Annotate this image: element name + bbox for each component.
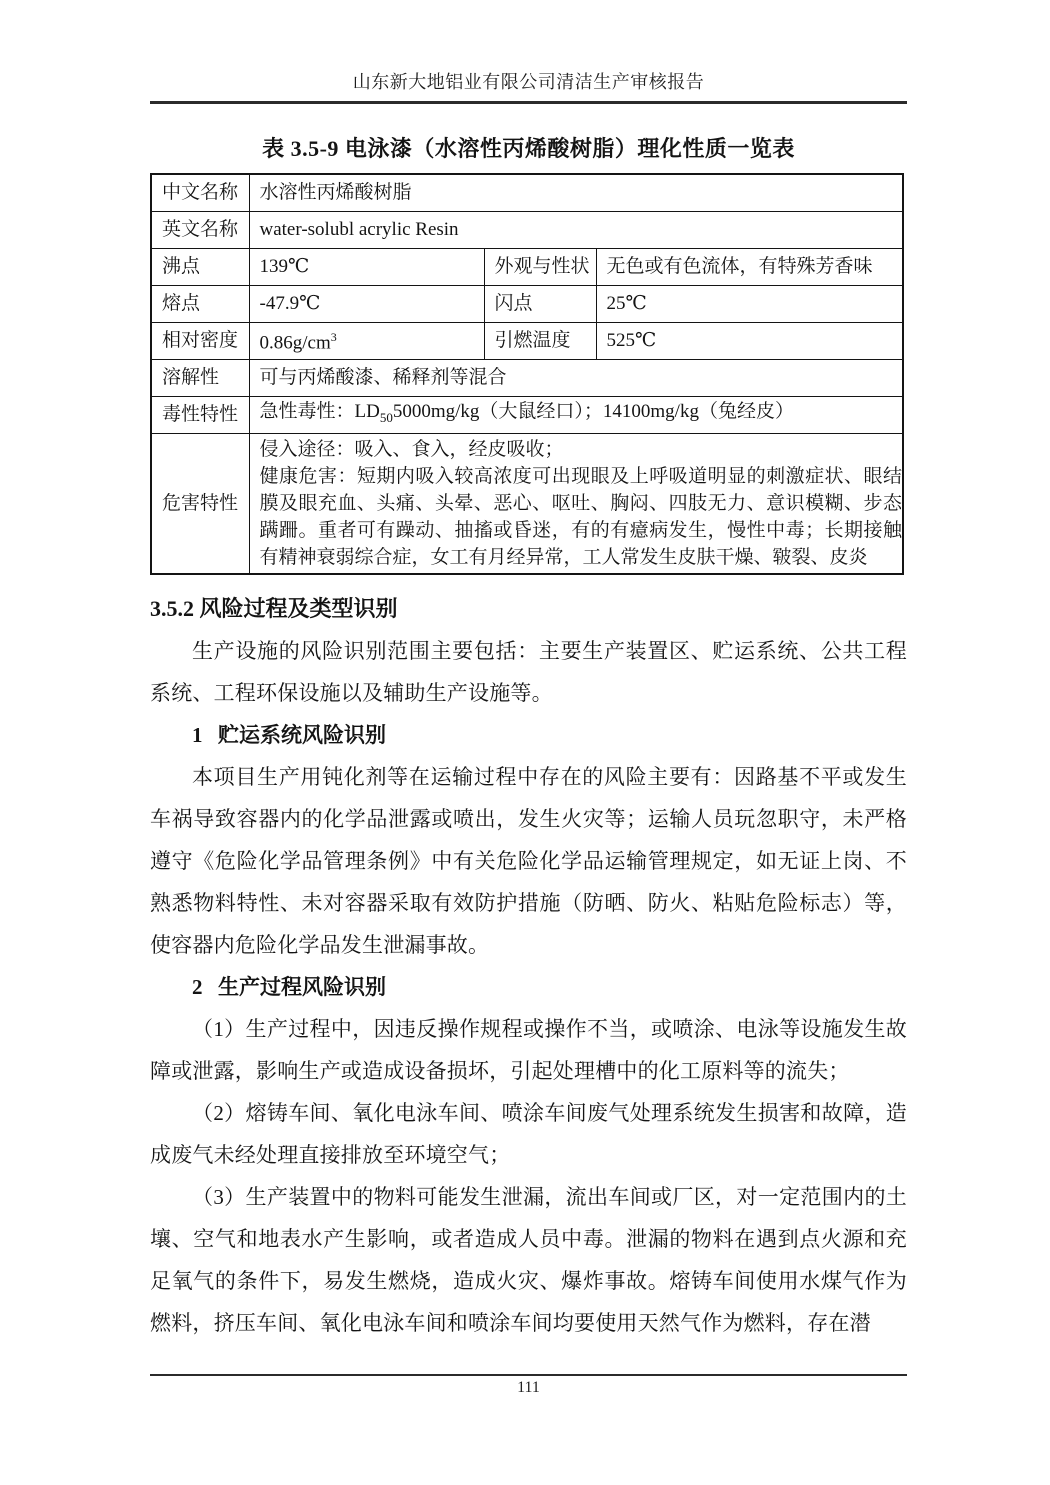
density-exponent: 3 bbox=[330, 330, 337, 345]
table-row-melting-flash bbox=[151, 285, 903, 322]
label-boiling-point: 沸点 bbox=[151, 248, 249, 285]
hazard-intrusion-route: 侵入途径：吸入、食入，经皮吸收； bbox=[259, 438, 564, 460]
subsection-number-1: 1 bbox=[192, 722, 203, 747]
page-footer bbox=[150, 1374, 907, 1397]
table-row-boiling-appearance bbox=[151, 248, 903, 285]
label-relative-density: 相对密度 bbox=[151, 322, 249, 359]
label-chinese-name: 中文名称 bbox=[151, 174, 249, 211]
paragraph-process-risk-2: （2）熔铸车间、氧化电泳车间、喷涂车间废气处理系统发生损害和故障，造成废气未经处理直接排放至环境空气； bbox=[150, 1100, 907, 1167]
value-flash-point: 25℃ bbox=[596, 285, 903, 322]
paragraph-process-risk-1: （1）生产过程中，因违反操作规程或操作不当，或喷涂、电泳等设施发生故障或泄露，影响生产或造成设备损坏，引起处理槽中的化工原料等的流失； bbox=[150, 1016, 907, 1083]
value-appearance: 无色或有色流体，有特殊芳香味 bbox=[596, 248, 903, 285]
value-hazard bbox=[249, 433, 903, 574]
label-ignition-temp: 引燃温度 bbox=[484, 322, 596, 359]
toxicity-prefix: 急性毒性：LD bbox=[259, 401, 380, 423]
table-row-solubility bbox=[151, 359, 903, 396]
label-flash-point: 闪点 bbox=[484, 285, 596, 322]
value-relative-density bbox=[249, 322, 484, 359]
value-toxicity bbox=[249, 396, 903, 433]
table-row-hazard bbox=[151, 433, 903, 574]
value-english-name: water-solubl acrylic Resin bbox=[249, 211, 903, 248]
label-appearance: 外观与性状 bbox=[484, 248, 596, 285]
paragraph-risk-scope: 生产设施的风险识别范围主要包括：主要生产装置区、贮运系统、公共工程系统、工程环保设施以及辅助生产设施等。 bbox=[150, 638, 907, 705]
properties-table bbox=[150, 173, 904, 575]
table-title: 表 3.5-9 电泳漆（水溶性丙烯酸树脂）理化性质一览表 bbox=[262, 136, 795, 161]
label-toxicity: 毒性特性 bbox=[151, 396, 249, 433]
subsection-heading-production-process bbox=[150, 966, 907, 1008]
table-row-density-ignition bbox=[151, 322, 903, 359]
value-ignition-temp: 525℃ bbox=[596, 322, 903, 359]
label-solubility: 溶解性 bbox=[151, 359, 249, 396]
subsection-number-2: 2 bbox=[192, 974, 203, 999]
value-chinese-name: 水溶性丙烯酸树脂 bbox=[249, 174, 903, 211]
value-melting-point: -47.9℃ bbox=[249, 285, 484, 322]
toxicity-subscript: 50 bbox=[379, 409, 393, 425]
page-header bbox=[150, 68, 907, 104]
paragraph-transport-risk: 本项目生产用钝化剂等在运输过程中存在的风险主要有：因路基不平或发生车祸导致容器内的化学品泄露或喷出，发生火灾等；运输人员玩忽职守，未严格遵守《危险化学品管理条例》中有关危险化学品运输管理规定，如无证上岗、不熟悉物料特性、未对容器采取有效防护措施（防晒、防火、粘贴危险标志）等，使容器内危险化学品发生泄漏事故。 bbox=[150, 764, 907, 957]
section-heading-3-5-2: 3.5.2 风险过程及类型识别 bbox=[150, 595, 398, 621]
value-boiling-point: 139℃ bbox=[249, 248, 484, 285]
label-melting-point: 熔点 bbox=[151, 285, 249, 322]
table-row-toxicity bbox=[151, 396, 903, 433]
label-hazard: 危害特性 bbox=[151, 433, 249, 574]
table-row-chinese-name bbox=[151, 174, 903, 211]
subsection-title-1: 贮运系统风险识别 bbox=[218, 722, 386, 747]
label-english-name: 英文名称 bbox=[151, 211, 249, 248]
table-row-english-name bbox=[151, 211, 903, 248]
hazard-health-effects: 健康危害：短期内吸入较高浓度可出现眼及上呼吸道明显的刺激症状、眼结膜及眼充血、头痛、头晕、恶心、呕吐、胸闷、四肢无力、意识模糊、步态蹒跚。重者可有躁动、抽搐或昏迷，有的有癔病发生，慢性中毒；长期接触有精神衰弱综合症，女工有月经异常，工人常发生皮肤干燥、皲裂、皮炎 bbox=[259, 465, 903, 568]
value-solubility: 可与丙烯酸漆、稀释剂等混合 bbox=[249, 359, 903, 396]
toxicity-rest: 5000mg/kg（大鼠经口）；14100mg/kg（兔经皮） bbox=[392, 401, 794, 423]
paragraph-process-risk-3: （3）生产装置中的物料可能发生泄漏，流出车间或厂区，对一定范围内的土壤、空气和地表水产生影响，或者造成人员中毒。泄漏的物料在遇到点火源和充足氧气的条件下，易发生燃烧，造成火灾、爆炸事故。熔铸车间使用水煤气作为燃料，挤压车间、氧化电泳车间和喷涂车间均要使用天然气作为燃料，存在潜 bbox=[150, 1184, 907, 1335]
page-number: 111 bbox=[517, 1379, 540, 1396]
density-base: 0.86g/cm bbox=[259, 332, 331, 354]
report-header-title: 山东新大地铝业有限公司清洁生产审核报告 bbox=[352, 72, 705, 92]
subsection-heading-storage-transport bbox=[150, 714, 907, 756]
subsection-title-2: 生产过程风险识别 bbox=[218, 974, 386, 999]
page-content bbox=[150, 134, 907, 1344]
